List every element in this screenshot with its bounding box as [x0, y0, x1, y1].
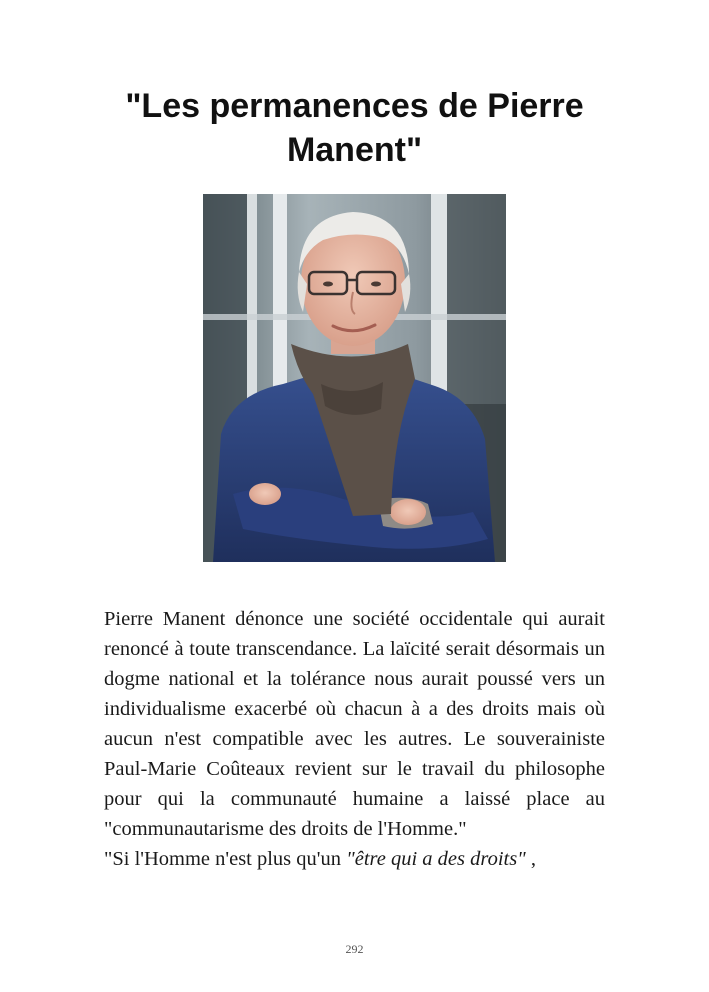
title-line-2: Manent"	[286, 131, 423, 169]
portrait-image	[203, 194, 506, 562]
paragraph-2-quote: "être qui a des droits"	[346, 848, 526, 870]
body-text	[104, 604, 605, 874]
page-title	[60, 84, 649, 172]
paragraph-2	[104, 844, 605, 874]
title-line-1: "Les permanences de Pierre	[125, 87, 584, 125]
paragraph-2-end: ,	[525, 848, 537, 870]
portrait-photo	[203, 194, 506, 562]
paragraph-2-start: "Si l'Homme n'est plus qu'un	[104, 848, 347, 870]
page-number: 292	[345, 942, 364, 956]
paragraph-1: Pierre Manent dénonce une société occidentale qui aurait renoncé à toute transcendance. La laïcité serait désormais un dogme national et la tolérance nous aurait poussé vers un individualisme exacerbé où chacun à a des droits mais où aucun n'est compatible avec les autres. Le souverainiste Paul-Marie Coûteaux revient sur le travail du philosophe pour qui la communauté humaine a laissé place au "communautarisme des droits de l'Homme."	[104, 608, 605, 840]
